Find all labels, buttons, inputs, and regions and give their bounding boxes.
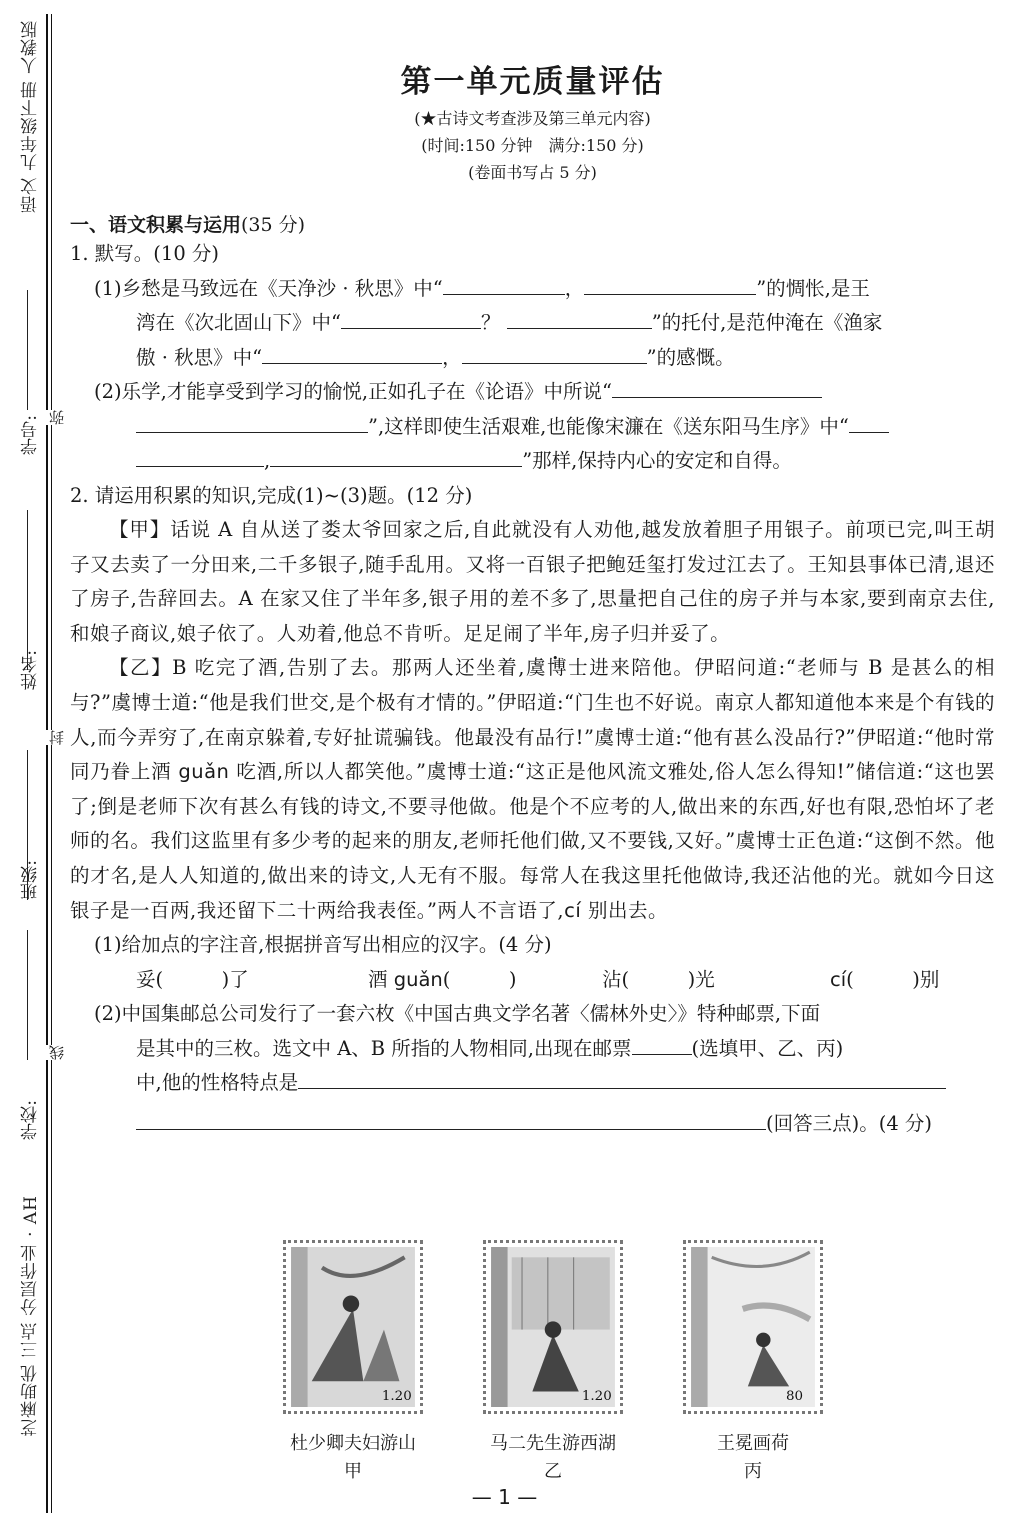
sub-question-2-line: (2)中国集邮总公司发行了一套六枚《中国古典文学名著〈儒林外史〉》特种邮票,下面 [94,1002,821,1026]
binding-rule [46,14,48,1513]
exam-page [70,0,995,1482]
stamp-jia [268,1240,438,1486]
question-1-part-1-line [70,341,995,376]
answer-blank[interactable] [136,410,368,433]
answer-blank[interactable] [584,272,756,295]
q-text: (回答三点)。(4 分) [766,1111,933,1135]
stamp-caption: 杜少卿夫妇游山 [290,1433,416,1454]
answer-blank[interactable] [443,272,565,295]
passage-label: 【甲】 [109,518,171,541]
sub-question-2-line [70,1107,995,1142]
question-1-part-2-line [70,444,995,479]
answer-blank[interactable] [136,444,264,467]
q-text: ， [442,345,462,369]
stamp-tag: 丙 [744,1461,762,1482]
answer-blank[interactable] [262,341,442,364]
pinyin-item[interactable] [368,963,516,998]
q-text: 湾在《次北固山下》中“ [136,311,341,334]
passage-jia [70,513,995,651]
exam-note: (★古诗文考查涉及第三单元内容) [414,109,651,128]
binding-rule [51,14,52,1513]
stamp-tag: 甲 [344,1461,362,1482]
passage-text: 话说 A 自从送了娄太爷回家之后,自此就没有人劝他,越发放着胆子用银子。前项已完,叫王胡子又去卖了一分田来,二千多银子,随手乱用。又将一百银子把鲍廷玺打发过江去了。王知县事体已清,退还了房子,告辞回去。A 在家又住了半年多,银子用的差不多了,思量把自己住的房子并与本家,要到南京去住,和娘子商议,娘子依了。人劝着,他总不肯听。足足闹了半年,房子归并妥了。 [70,518,995,645]
exam-time-score: (时间:150 分钟 满分:150 分) [421,136,644,155]
stamp-tag: 乙 [544,1461,562,1482]
question-1-part-1-line [70,306,995,341]
answer-blank[interactable] [341,306,481,329]
q-text: 是其中的三枚。选文中 A、B 所指的人物相同,出现在邮票 [136,1036,632,1060]
question-1-part-2-line [70,375,995,410]
binding-strip [0,0,66,1527]
pinyin-text: guǎn [393,967,443,991]
passage-text: 博士进来陪他。伊昭问道:“老师与 B 是甚么的相与?”虞博士道:“他是我们世交,是个极有才情的。”伊昭道:“门生也不好说。南京人都知道他本来是个有钱的人,而今弄穷了,在南京躲着,专好扯谎骗钱。他最没有品行!”虞博士道:“他有甚么没品行?”伊昭道:“他时常同乃眷上酒 [70,656,995,784]
class-label: 班级: [21,860,41,900]
answer-blank[interactable] [270,444,522,467]
q-text: (2)乐学,才能享受到学习的愉悦,正如孔子在《论语》中所说“ [94,380,612,403]
stamp-yi [468,1240,638,1486]
series-label-top: 语文 九年级下册 人教版 [21,20,41,213]
stamp-bing [668,1240,838,1486]
stamp-illustration [690,1247,816,1407]
passage-yi [70,651,995,928]
seal-mark: 弥 [48,410,66,425]
section-points: (35 分) [241,214,306,236]
stamp-caption: 王冕画荷 [717,1433,789,1454]
page-number: — 1 — [471,1485,538,1509]
question-1-stem: 1. 默写。(10 分) [70,242,220,265]
q-text: ？ [480,311,501,334]
answer-blank[interactable] [462,341,647,364]
answer-blank[interactable] [632,1032,692,1055]
q-text: 酒 [368,967,394,991]
q-text: ( ) [442,967,517,991]
page-title: 第一单元质量评估 [400,64,665,100]
question-1-part-1-line [70,272,995,307]
series-label-bottom: 芝麻助优 三点 分层作业 · AH [21,1195,41,1437]
fill-line [27,510,28,670]
q-text: 傲 · 秋思》中“ [136,345,263,369]
pinyin-text: cí [830,967,847,991]
stamp-image [283,1240,423,1414]
q-text: 中,他的性格特点是 [136,1071,299,1095]
dotted-character: 虞 [525,656,548,680]
passage-text: 吃酒,所以人都笑他。”虞博士道:“这正是他风流文雅处,俗人怎么得知!”储信道:“这也罢了;倒是老师下次有甚么有钱的诗文,不要寻他做。他是个不应考的人,做出来的东西,好也有限,恐怕坏了老师的名。我们这监里有多少考的起来的朋友,老师托他们做,又不要钱,又好。”虞博士正色道:“这倒不然。他的才名,是人人知道的,做出来的诗文,人无有不服。每常人在我这里托他做诗,我还沾他的光。就如今日这银子是一百两,我还留下二十两给我表侄。”两人不言语了, [70,760,995,922]
q-text: ”的托付,是范仲淹在《渔家 [651,311,883,334]
stamp-image [483,1240,623,1414]
student-id-label: 学号: [21,415,41,455]
stamp-illustration [290,1247,416,1407]
pinyin-item[interactable]: 妥( )了 [136,967,249,991]
stamp-caption: 马二先生游西湖 [490,1433,616,1454]
passage-text: B 吃完了酒,告别了去。那两人还坐着, [172,656,525,680]
section-title: 一、语文积累与运用 [70,214,242,236]
answer-blank[interactable] [849,410,889,433]
answer-blank[interactable] [298,1066,946,1089]
passage-text: 别出去。 [581,898,668,922]
q-text: ( )别 [846,967,940,991]
section-heading [70,210,995,237]
sub-question-2-line [70,1066,995,1101]
answer-blank[interactable] [507,306,652,329]
fill-line [27,290,28,410]
pinyin-item[interactable] [830,963,939,998]
sub-question-2-line [70,1032,995,1067]
q-text: ”的惆怅,是王 [756,276,870,300]
pinyin-text: cí [564,898,582,922]
pinyin-item[interactable]: 沾( )光 [602,967,715,991]
q-text: ”的感慨。 [646,345,735,369]
q-text: ， [564,276,585,300]
stamp-denomination: 80 [786,1388,804,1404]
stamp-denomination: 1.20 [581,1388,612,1404]
question-1-part-2-line [70,410,995,445]
q-text: , [264,449,271,472]
pinyin-text: guǎn [178,760,230,784]
q-text: ”那样,保持内心的安定和自得。 [522,449,792,472]
name-label: 姓名: [21,650,41,690]
q-text: (1)乡愁是马致远在《天净沙 · 秋思》中“ [94,276,443,300]
seal-mark: 线 [48,1045,66,1060]
exam-handwriting-note: (卷面书写占 5 分) [468,163,597,182]
sub-question-1-stem: (1)给加点的字注音,根据拼音写出相应的汉字。(4 分) [94,933,552,957]
q-text: (选填甲、乙、丙) [691,1036,844,1060]
stamp-gallery [70,1240,995,1490]
school-label: 学校: [21,1100,41,1140]
stamp-illustration [490,1247,616,1407]
stamp-image [683,1240,823,1414]
stamp-denomination: 1.20 [381,1388,412,1404]
fill-line [27,930,28,1060]
seal-mark: 封 [48,730,66,745]
sub-question-1-items [70,963,995,998]
q-text: ”,这样即使生活艰难,也能像宋濂在《送东阳马生序》中“ [368,414,849,438]
answer-blank[interactable] [612,375,822,398]
question-2-stem: 2. 请运用积累的知识,完成(1)~(3)题。(12 分) [70,483,473,507]
answer-blank[interactable] [136,1107,766,1130]
passage-label: 【乙】 [109,656,173,680]
